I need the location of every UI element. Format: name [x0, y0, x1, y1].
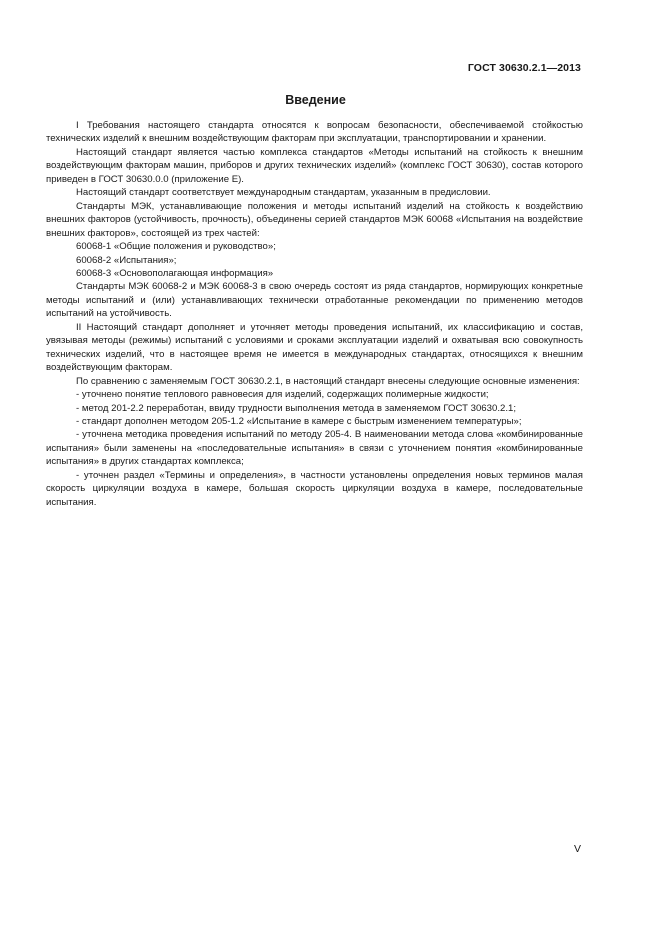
list-item: 60068-3 «Основополагающая информация» — [76, 267, 274, 279]
list-item: - уточнено понятие теплового равновесия для изделий, содержащих полимерные жидкости; — [76, 389, 489, 401]
list-item: 60068-1 «Общие положения и руководство»; — [76, 241, 276, 253]
list-item: - стандарт дополнен методом 205-1.2 «Испытание в камере с быстрым изменением температуры»; — [76, 415, 522, 427]
section-title: Введение — [285, 93, 346, 107]
list-item: - уточнен раздел «Термины и определения», в частности установлены определения новых терминов малая скорость циркуляции воздуха в камере, большая скорость циркуляции воздуха в камере, последовательные испытания. — [46, 469, 583, 508]
paragraph: II Настоящий стандарт дополняет и уточняет методы проведения испытаний, их классификацию и состав, увязывая методы (режимы) испытаний с условиями и сроками эксплуатации изделий и охватывая всю совокупность технических изделий, что в настоящее время не имеется в международных стандартах, относящихся к внешним воздействующим факторам. — [46, 321, 583, 374]
paragraph: Настоящий стандарт соответствует международным стандартам, указанным в предисловии. — [76, 187, 491, 199]
paragraph: Настоящий стандарт является частью комплекса стандартов «Методы испытаний на стойкость к внешним воздействующим факторам машин, приборов и других технических изделий» (комплекс ГОСТ 30630), состав которого приведен в ГОСТ 30630.0.0 (приложение Е). — [46, 146, 583, 185]
list-item: - метод 201-2.2 переработан, ввиду трудности выполнения метода в заменяемом ГОСТ 30630.2.1; — [76, 402, 516, 414]
list-item: 60068-2 «Испытания»; — [76, 254, 177, 266]
page-number: V — [573, 843, 581, 855]
paragraph: Стандарты МЭК, устанавливающие положения и методы испытаний изделий на стойкость к воздействию внешних факторов (устойчивость, прочность), объединены серией стандартов МЭК 60068 «Испытания на воздействие внешних факторов», состоящей из трех частей: — [46, 200, 583, 239]
document-code: ГОСТ 30630.2.1—2013 — [467, 62, 581, 74]
paragraph: Стандарты МЭК 60068-2 и МЭК 60068-3 в свою очередь состоят из ряда стандартов, нормирующих конкретные методы испытаний и (или) устанавливающих технически отработанные рекомендации по применению методов испытаний на устойчивость. — [46, 281, 583, 320]
paragraph: По сравнению с заменяемым ГОСТ 30630.2.1, в настоящий стандарт внесены следующие основные изменения: — [76, 375, 580, 387]
list-item: - уточнена методика проведения испытаний по методу 205-4. В наименовании метода слова «комбинированные испытания» были заменены на «последовательные испытания» в связи с уточнением понятия «комбинированные испытания» в других стандартах комплекса; — [46, 429, 583, 468]
section-body — [46, 119, 583, 509]
paragraph: I Требования настоящего стандарта относятся к вопросам безопасности, обеспечиваемой стойкостью технических изделий к внешним воздействующим факторам при эксплуатации, транспортировании и хранении. — [46, 120, 583, 145]
